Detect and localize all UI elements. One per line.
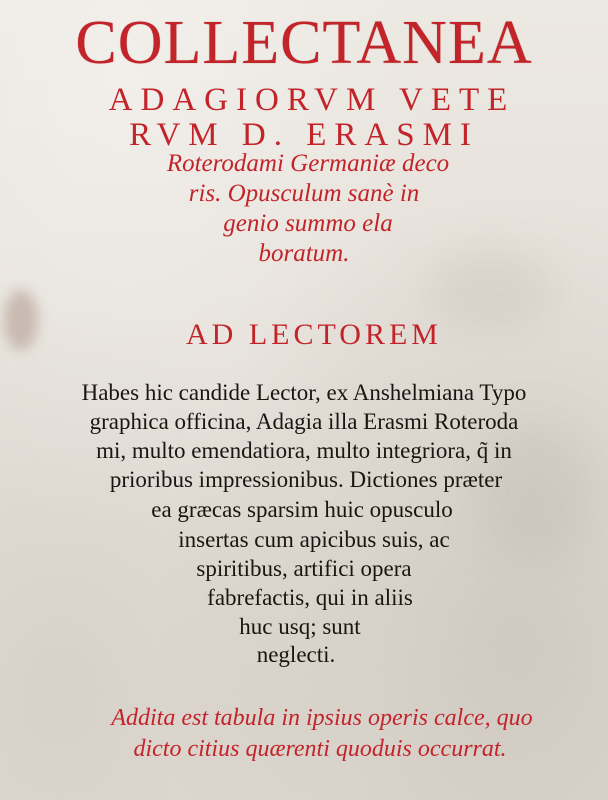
- body-line: ea græcas sparsim huic opusculo: [151, 497, 453, 522]
- body-line: graphica officina, Adagia illa Erasmi Roteroda: [89, 409, 519, 434]
- book-title: COLLECTANEA: [75, 9, 533, 77]
- subtitle-italic-line-4: boratum.: [258, 240, 350, 267]
- section-heading: AD LECTOREM: [186, 318, 442, 351]
- subtitle-caps-line-1: ADAGIORVM VETE: [108, 82, 516, 118]
- subtitle-caps-line-2: RVM D. ERASMI: [129, 117, 479, 153]
- subtitle-italic-line-2: ris. Opusculum sanè in: [188, 180, 420, 207]
- subtitle-italic-line-1: Roterodami Germaniæ deco: [166, 150, 450, 177]
- body-line: huc usq; sunt: [239, 614, 361, 639]
- body-line: prioribus impressionibus. Dictiones præter: [109, 467, 503, 492]
- body-line: mi, multo emendatiora, multo integriora, q̃ in: [96, 438, 512, 463]
- body-line: neglecti.: [256, 642, 336, 667]
- body-line: spiritibus, artifici opera: [196, 556, 412, 581]
- footer-line-1: Addita est tabula in ipsius operis calce, quo: [111, 705, 533, 731]
- body-line: fabrefactis, qui in aliis: [207, 585, 413, 610]
- body-line: insertas cum apicibus suis, ac: [178, 527, 450, 552]
- subtitle-italic-line-3: genio summo ela: [223, 210, 393, 237]
- body-line: Habes hic candide Lector, ex Anshelmiana Typo: [81, 380, 527, 405]
- footer-line-2: dicto citius quærenti quoduis occurrat.: [133, 736, 507, 762]
